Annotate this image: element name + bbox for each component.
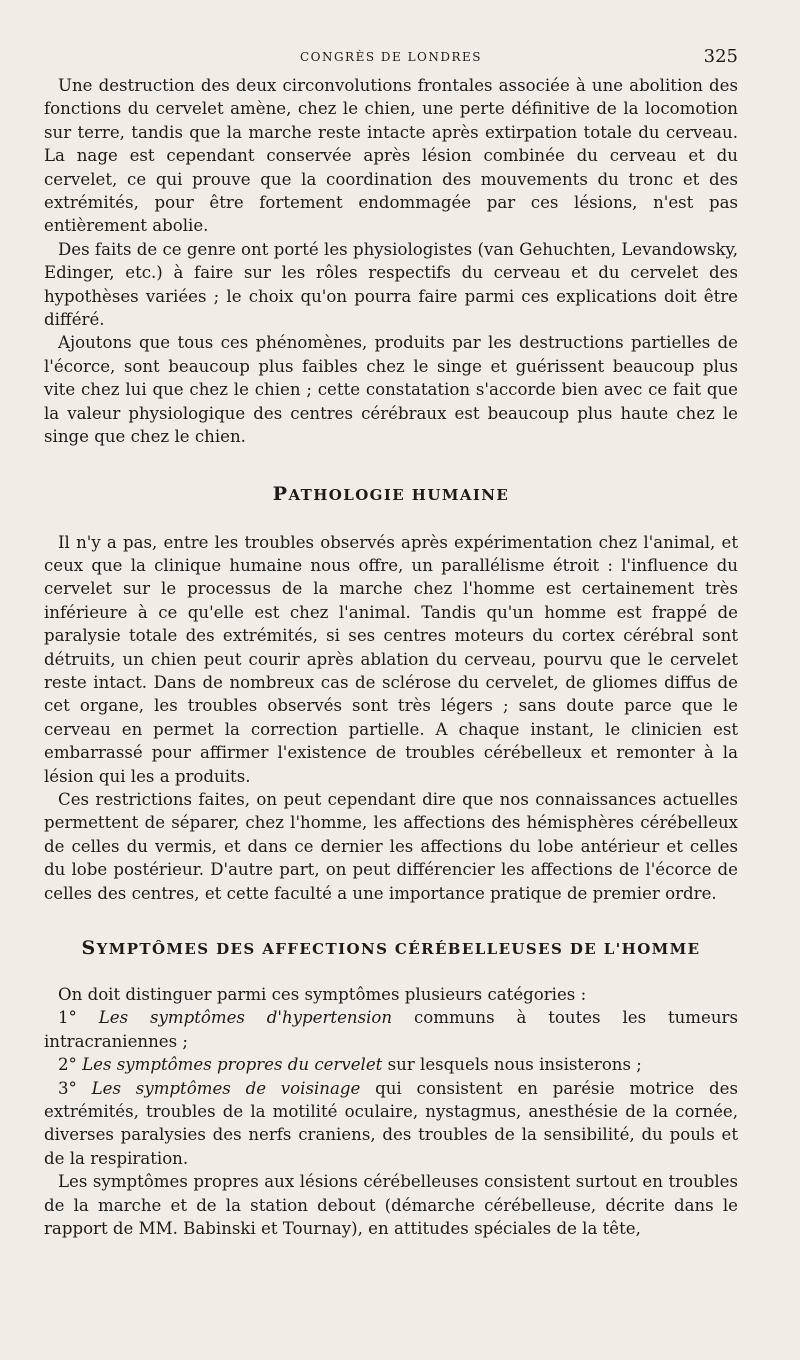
list-item [44,1053,738,1076]
paragraph: Ces restrictions faites, on peut cependant dire que nos connaissances actuelles permettent de séparer, chez l'homme, les affections des hémisphères cérébelleux de celles du vermis, et dans ce dernier les affections du lobe antérieur et celles du lobe postérieur. D'autre part, on peut différencier les affections de l'écorce de celles des centres, et cette faculté a une importance pratique de premier ordre. [44,789,738,903]
running-title: CONGRÈS DE LONDRES [299,50,483,64]
list-number: 3° [58,1078,77,1098]
list-title: Les symptômes propres du cervelet [82,1055,383,1075]
list-number: 2° [58,1055,77,1075]
heading-rest: ATHOLOGIE HUMAINE [288,485,510,504]
list-item [44,1006,738,1053]
list-number: 1° [58,1008,77,1028]
list-title: Les symptômes d'hypertension [98,1008,393,1028]
section-heading-symptomes [44,937,738,959]
paragraph: Une destruction des deux circonvolutions frontales associée à une abolition des fonctions du cervelet amène, chez le chien, une perte définitive de la locomotion sur terre, tandis que la marche reste intacte après extirpation totale du cerveau. La nage est cependant conservée après lésion combinée du cerveau et du cervelet, ce qui prouve que la coordination des mouvements du tronc et des extrémités, pour être fortement endommagée par ces lésions, n'est pas entièrement abolie. [44,76,738,236]
list-text: sur lesquels nous insisterons ; [382,1055,642,1075]
list-title: Les symptômes de voisinage [91,1078,361,1098]
list-text: qui consistent en parésie motrice des extrémités, troubles de la motilité oculaire, nystagmus, anesthésie de la cornée, diverses paralysies des nerfs craniens, des troubles de la sensibilité, du pouls et de la respiration. [44,1078,738,1168]
section-heading-pathologie [44,483,738,505]
intro-paragraph: On doit distinguer parmi ces symptômes plusieurs catégories : [58,985,587,1004]
page-number: 325 [703,46,738,67]
list-item [44,1077,738,1171]
list-text: communs à toutes les tumeurs intracraniennes ; [44,1008,738,1051]
page-header [44,44,738,74]
paragraph: Il n'y a pas, entre les troubles observés après expérimentation chez l'animal, et ceux que la clinique humaine nous offre, un parallélisme étroit : l'influence du cervelet sur le processus de la marche chez l'homme est certainement très inférieure à ce qu'elle est chez l'animal. Tandis qu'un homme est frappé de paralysie totale des extrémités, si ses centres moteurs du cortex cérébral sont détruits, un chien peut courir après ablation du cerveau, pourvu que le cervelet reste intact. Dans de nombreux cas de sclérose du cervelet, de gliomes diffus de cet organe, les troubles observés sont très légers ; sans doute parce que le cerveau en permet la correction partielle. A chaque instant, le clinicien est embarrassé pour affirmer l'existence de troubles cérébelleux et remonter à la lésion qui les a produits. [44,532,738,786]
paragraph: Ajoutons que tous ces phénomènes, produits par les destructions partielles de l'écorce, sont beaucoup plus faibles chez le singe et guérissent beaucoup plus vite chez lui que chez le chien ; cette constatation s'accorde bien avec ce fait que la valeur physiologique des centres cérébraux est beaucoup plus haute chez le singe que chez le chien. [44,333,738,447]
heading-initial: S [81,937,97,959]
heading-rest: YMPTÔMES DES AFFECTIONS CÉRÉBELLEUSES DE L'HOMME [96,940,701,958]
paragraph: Les symptômes propres aux lésions cérébelleuses consistent surtout en troubles de la marche et de la station debout (démarche cérébelleuse, décrite dans le rapport de MM. Babinski et Tournay), en attitudes spéciales de la tête, [44,1172,738,1239]
paragraph: Des faits de ce genre ont porté les physiologistes (van Gehuchten, Levandowsky, Edinger, etc.) à faire sur les rôles respectifs du cerveau et du cervelet des hypothèses variées ; le choix qu'on pourra faire parmi ces explications doit être différé. [44,239,738,330]
heading-initial: P [272,482,289,505]
